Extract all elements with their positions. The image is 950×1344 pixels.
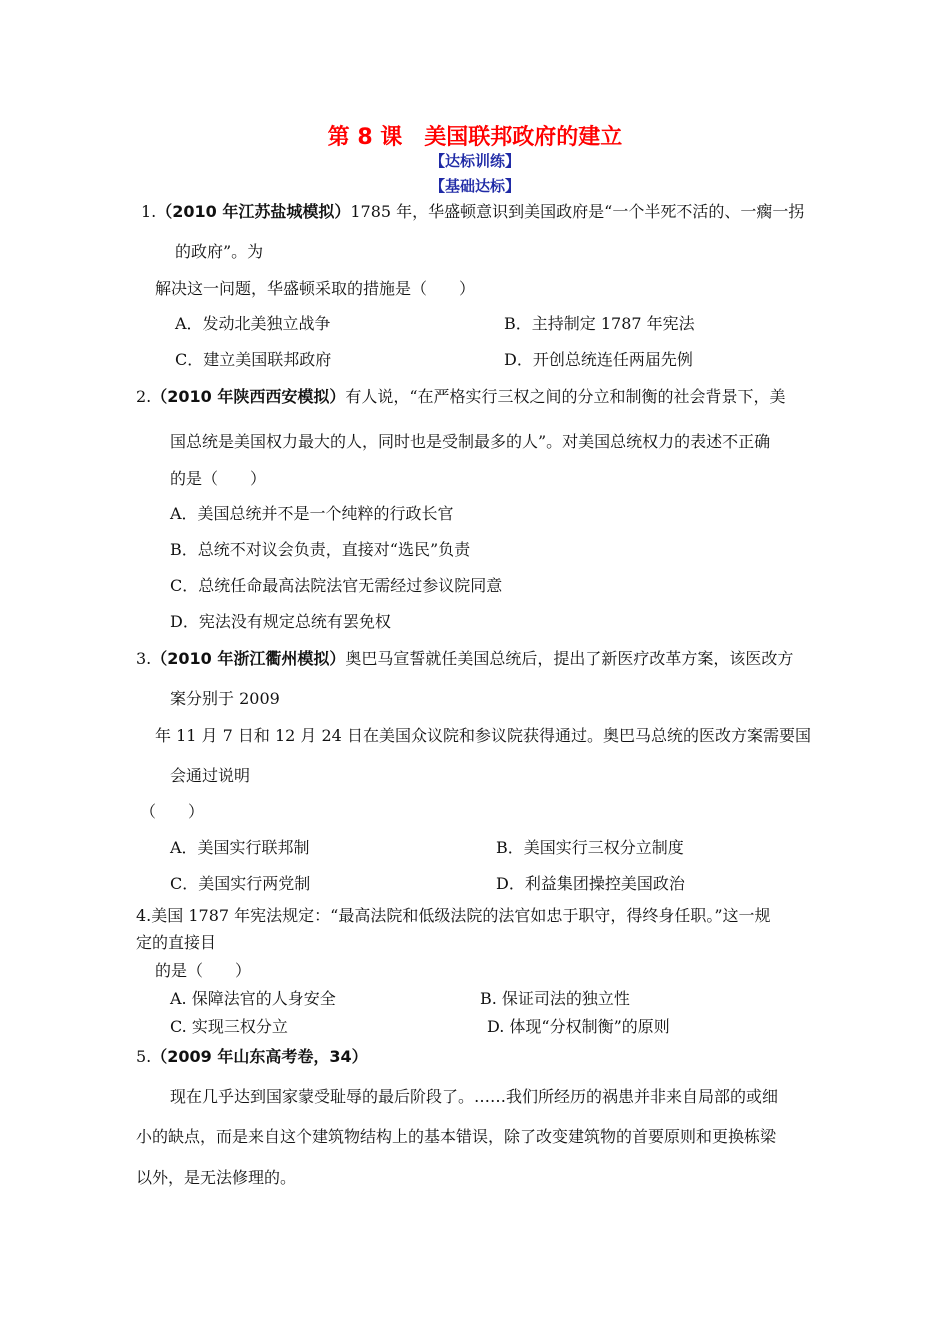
option-b: B. 保证司法的独立性 [480,989,630,1008]
question-source: （2010 年浙江衢州模拟） [151,649,346,668]
option-d: D．利益集团操控美国政治 [496,874,685,893]
question-stem: 有人说，“在严格实行三权之间的分立和制衡的社会背景下，美 [345,387,786,406]
option-d: D. 体现“分权制衡”的原则 [487,1017,670,1036]
question-stem: 美国 1787 年宪法规定：“最高法院和低级法院的法官如忠于职守，得终身任职。”这一规 [151,906,771,925]
option-c: C．总统任命最高法院法官无需经过参议院同意 [170,576,503,595]
section-heading: 【达标训练】 [429,152,520,170]
question-number: 2. [136,387,152,406]
question-3-line-1 [136,649,793,669]
question-number: 3. [136,649,152,668]
option-b: B．美国实行三权分立制度 [496,838,684,857]
question-stem: 奥巴马宣誓就任美国总统后，提出了新医疗改革方案，该医改方 [345,649,794,668]
passage-line: 小的缺点，而是来自这个建筑物结构上的基本错误，除了改变建筑物的首要原则和更换栋梁 [136,1127,777,1146]
question-number: 4. [136,906,152,925]
question-source: （2010 年江苏盐城模拟） [156,202,351,221]
option-b: B．主持制定 1787 年宪法 [504,314,695,333]
question-stem: 年 11 月 7 日和 12 月 24 日在美国众议院和参议院获得通过。奥巴马总统的医改方案需要国 [155,726,811,745]
option-a: A．发动北美独立战争 [175,314,331,333]
option-a: A. 保障法官的人身安全 [170,989,336,1008]
answer-blank: （ ） [140,802,205,821]
question-stem: 国总统是美国权力最大的人，同时也是受制最多的人”。对美国总统权力的表述不正确 [170,432,771,451]
option-c: C. 实现三权分立 [170,1017,288,1036]
option-b: B．总统不对议会负责，直接对“选民”负责 [170,540,471,559]
question-number: 1. [141,202,157,221]
option-d: D．开创总统连任两届先例 [504,350,693,369]
question-1-line-1 [141,202,804,222]
question-stem: 解决这一问题，华盛顿采取的措施是（ ） [155,279,476,298]
option-c: C．美国实行两党制 [170,874,311,893]
subsection-heading: 【基础达标】 [429,177,520,195]
question-stem: 会通过说明 [170,766,251,785]
question-stem: 定的直接目 [136,933,217,952]
passage-line: 现在几乎达到国家蒙受耻辱的最后阶段了。……我们所经历的祸患并非来自局部的或细 [170,1087,779,1106]
question-stem: 的是（ ） [155,961,252,980]
question-source: （2009 年山东高考卷，34） [151,1047,368,1066]
question-2-line-1 [136,387,786,407]
option-d: D．宪法没有规定总统有罢免权 [170,612,391,631]
passage-line: 以外，是无法修理的。 [136,1168,297,1187]
question-5-line-1 [136,1047,368,1067]
question-stem: 案分别于 2009 [170,689,280,708]
question-stem: 的政府”。为 [175,242,264,261]
option-c: C．建立美国联邦政府 [175,350,332,369]
option-a: A．美国总统并不是一个纯粹的行政长官 [170,504,454,523]
page-title: 第 8 课 美国联邦政府的建立 [327,125,623,150]
question-4-line-1 [136,906,771,926]
question-number: 5. [136,1047,152,1066]
question-stem: 1785 年，华盛顿意识到美国政府是“一个半死不活的、一瘸一拐 [350,202,805,221]
option-a: A．美国实行联邦制 [170,838,310,857]
question-stem: 的是（ ） [170,469,267,488]
question-source: （2010 年陕西西安模拟） [151,387,346,406]
